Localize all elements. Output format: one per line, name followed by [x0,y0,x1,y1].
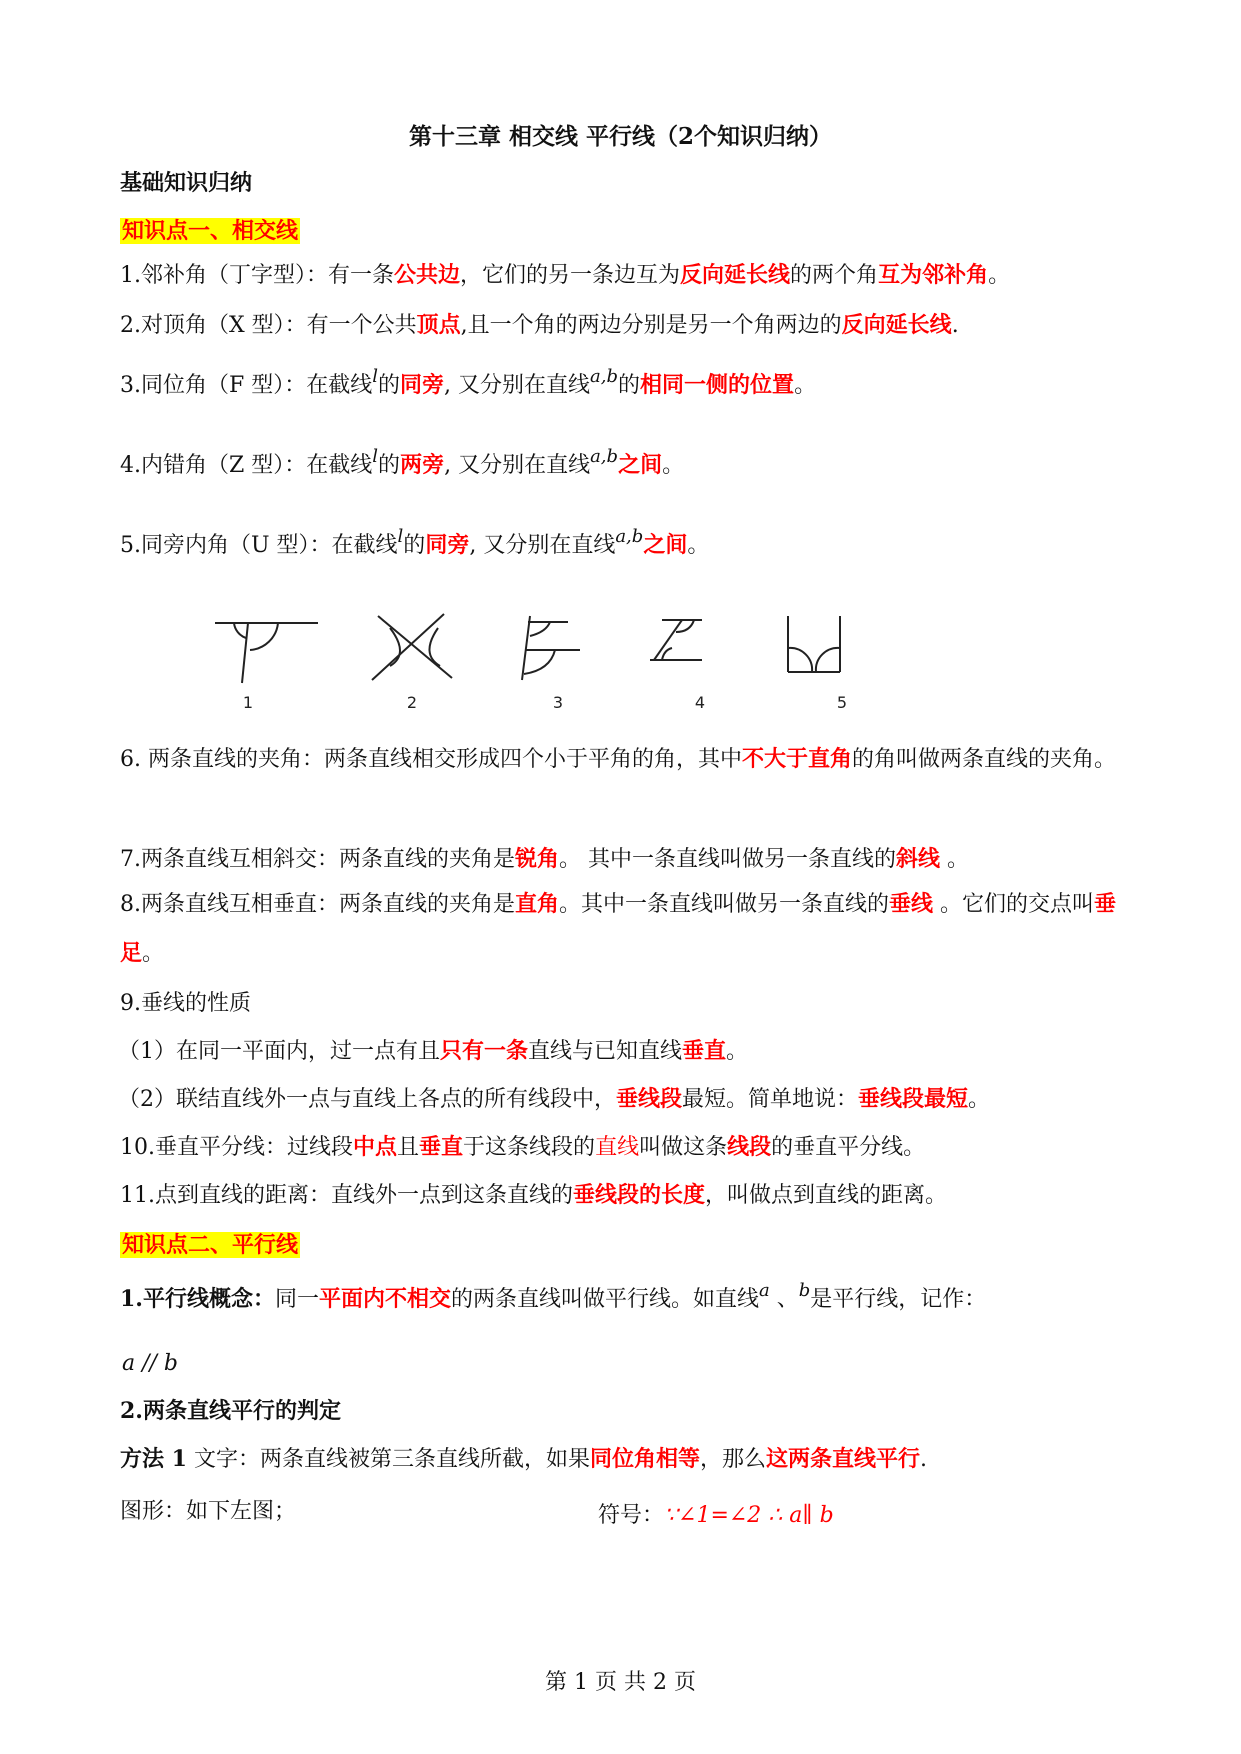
item-6: 6. 两条直线的夹角：两条直线相交形成四个小于平角的角，其中不大于直角的角叫做两条直线的夹角。 [120,746,1117,772]
item-11: 11.点到直线的距离：直线外一点到这条直线的垂线段的长度，叫做点到直线的距离。 [120,1182,948,1208]
item-9-1: （1）在同一平面内，过一点有且只有一条直线与已知直线垂直。 [118,1038,749,1064]
parallel-notation: a // b [122,1351,179,1376]
fig2-line-a [378,616,452,678]
symbol-expression: ∵∠1=∠2 ∴ a∥ b [664,1503,834,1528]
fig1-ray [242,623,248,683]
item-2: 2.对顶角（X 型）：有一个公共顶点,且一个角的两边分别是另一个角两边的反向延长线. [120,312,959,338]
kp2-heading [120,1232,1130,1260]
item-5: 5.同旁内角（U 型）：在截线$^l$的同旁, 又分别在直线$^{a,b}$之间。 [120,526,710,558]
shape-note: 图形：如下左图； [120,1499,297,1524]
kp2-highlight: 知识点二、平行线 [122,1232,299,1258]
item-7: 7.两条直线互相斜交：两条直线的夹角是锐角。 其中一条直线叫做另一条直线的斜线 。 [120,846,970,872]
section-heading: 基础知识归纳 [120,170,253,196]
kp1-heading [120,218,1130,246]
item-9: 9.垂线的性质 [120,991,251,1016]
fig-label-5: 5 [836,693,848,712]
parallel-criteria-heading: 2.两条直线平行的判定 [120,1398,341,1424]
kp1-highlight: 知识点一、相交线 [122,218,299,244]
fig1-arc [250,623,278,650]
page-title: 第十三章 相交线 平行线（2个知识归纳） [408,123,833,150]
fig2-line-b [372,614,444,680]
angle-types-figure [200,608,900,718]
fig3-arc-b [524,650,555,674]
page-footer: 第 1 页 共 2 页 [545,1670,696,1695]
fig3-arc-a [530,622,550,636]
fig-label-1: 1 [242,693,254,712]
fig-label-2: 2 [406,693,418,712]
fig5-arc-b [816,648,840,672]
item-8: 8.两条直线互相垂直：两条直线的夹角是直角。其中一条直线叫做另一条直线的垂线 。它们的交点叫垂足。 [120,891,1117,966]
item-10: 10.垂直平分线：过线段中点且垂直于这条线段的直线叫做这条线段的垂直平分线。 [120,1134,926,1160]
fig4-transversal [654,620,682,660]
parallel-concept: 1.平行线概念：同一平面内不相交的两条直线叫做平行线。如直线$^a$ 、$^b$是平行线，记作： [120,1280,987,1312]
item-4: 4.内错角（Z 型）：在截线$^l$的两旁, 又分别在直线$^{a,b}$之间。 [120,446,685,478]
item-1: 1.邻补角（丁字型）：有一条公共边，它们的另一条边互为反向延长线的两个角互为邻补角。 [120,262,1011,288]
fig4-arc-b [662,648,672,660]
fig5-arc-a [788,648,812,672]
symbol-line: 符号：∵∠1=∠2 ∴ a∥ b [598,1503,834,1528]
item-3: 3.同位角（F 型）：在截线$^l$的同旁, 又分别在直线$^{a,b}$的相同一侧的位置。 [120,366,817,398]
fig3-transversal [522,616,530,680]
item-9-2: （2）联结直线外一点与直线上各点的所有线段中，垂线段最短。简单地说：垂线段最短。 [118,1086,991,1112]
fig1-arc2 [234,623,246,638]
fig-label-3: 3 [552,693,564,712]
method-1: 方法 1 文字：两条直线被第三条直线所截，如果同位角相等，那么这两条直线平行. [120,1446,928,1472]
fig-label-4: 4 [694,693,706,712]
